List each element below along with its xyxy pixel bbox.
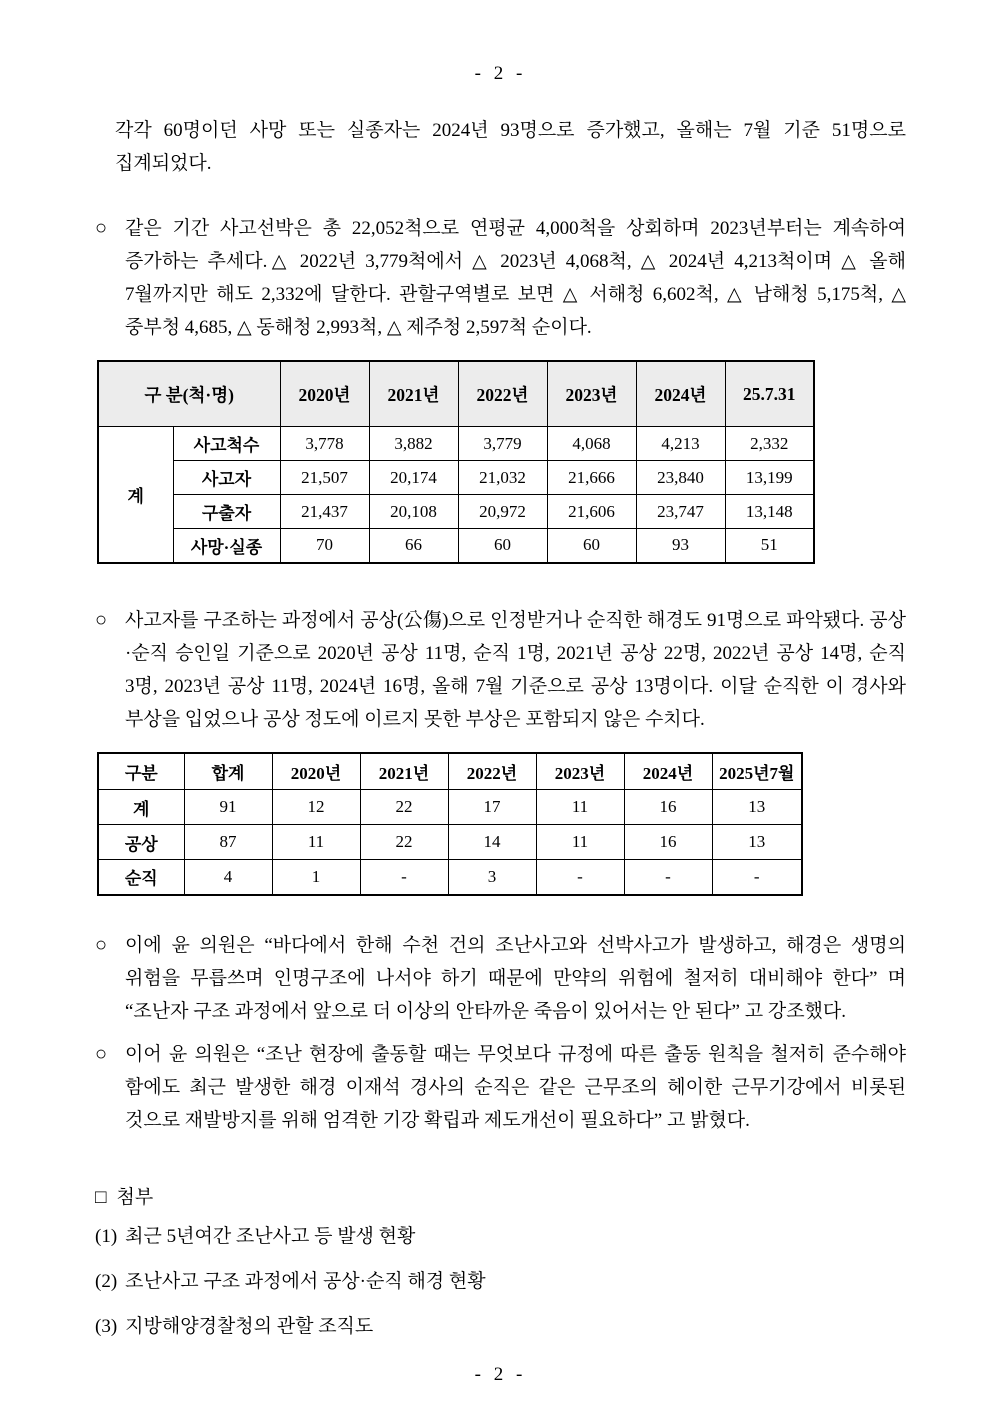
table-cell: 21,032 xyxy=(458,461,547,495)
table-row-dead-missing xyxy=(98,529,814,563)
attachment-item-1 xyxy=(95,1214,906,1259)
page-number-top: - 2 - xyxy=(474,63,527,84)
table-cell: 20,108 xyxy=(369,495,458,529)
row-label: 사고자 xyxy=(173,461,280,495)
table-cell: 14 xyxy=(448,825,536,860)
intro-paragraph: 각각 60명이던 사망 또는 실종자는 2024년 93명으로 증가했고, 올해는 7월 기준 51명으로 집계되었다. xyxy=(115,120,906,174)
header-cell-2021: 2021년 xyxy=(360,753,448,790)
table-cell: 60 xyxy=(547,529,636,563)
row-label: 구출자 xyxy=(173,495,280,529)
page-number-bottom: - 2 - xyxy=(474,1363,527,1385)
paragraph-text: 이에 윤 의원은 “바다에서 한해 수천 건의 조난사고와 선박사고가 발생하고, 해경은 생명의 위험을 무릅쓰며 인명구조에 나서야 하기 때문에 만약의 위험에 철저히 대비해야 한다” 며 “조난자 구조 과정에서 앞으로 더 이상의 안타까운 죽음이 있어서는 안 된다” 고 강조했다. xyxy=(125,934,906,1022)
header-cell-2025: 25.7.31 xyxy=(725,361,814,427)
table-cell: 16 xyxy=(624,790,712,825)
table-cell: 11 xyxy=(272,825,360,860)
attachment-item-2 xyxy=(95,1259,906,1304)
table-cell: 66 xyxy=(369,529,458,563)
table-cell: 60 xyxy=(458,529,547,563)
table-header-row xyxy=(98,361,814,427)
table-cell: 70 xyxy=(280,529,369,563)
circle-bullet-icon: ○ xyxy=(95,933,108,956)
table-cell: 16 xyxy=(624,825,712,860)
table-cell: - xyxy=(536,860,624,895)
table-cell: 3,778 xyxy=(280,427,369,461)
table-cell: 1 xyxy=(272,860,360,895)
table-cell: 21,606 xyxy=(547,495,636,529)
table-row-victims xyxy=(98,461,814,495)
table-cell: 4,213 xyxy=(636,427,725,461)
header-cell-2023: 2023년 xyxy=(536,753,624,790)
table-cell: 13,199 xyxy=(725,461,814,495)
table-header-row xyxy=(98,753,802,790)
table-cell: 87 xyxy=(184,825,272,860)
table-cell: 3,779 xyxy=(458,427,547,461)
attachment-number: (1) xyxy=(95,1225,118,1247)
table-cell: 13 xyxy=(712,790,802,825)
attachments-title-label: 첨부 xyxy=(116,1186,154,1208)
table-cell: 21,437 xyxy=(280,495,369,529)
paragraph-text: 사고자를 구조하는 과정에서 공상(公傷)으로 인정받거나 순직한 해경도 91명으로 파악됐다. 공상·순직 승인일 기준으로 2020년 공상 11명, 순직 1명, 2021년 공상 22명, 2022년 공상 14명, 순직 3명, 2023년 공상 11명, 2024년 16명, 올해 7월 기준으로 공상 13명이다. 이달 순직한 이 경사와 부상을 입었으나 공상 정도에 이르지 못한 부상은 포함되지 않은 수치다. xyxy=(125,609,906,730)
header-cell-2022: 2022년 xyxy=(458,361,547,427)
attachment-text: 최근 5년여간 조난사고 등 발생 현황 xyxy=(125,1225,416,1247)
table-cell: 3 xyxy=(448,860,536,895)
table-cell: 20,972 xyxy=(458,495,547,529)
table-cell: 4,068 xyxy=(547,427,636,461)
table-cell: 11 xyxy=(536,825,624,860)
accident-statistics-table xyxy=(97,360,815,564)
header-cell-category: 구분 xyxy=(98,753,184,790)
table-row-injured xyxy=(98,825,802,860)
table-cell: 2,332 xyxy=(725,427,814,461)
table-row-accident-count xyxy=(98,427,814,461)
row-label: 사고척수 xyxy=(173,427,280,461)
row-label: 계 xyxy=(98,790,184,825)
header-cell-2022: 2022년 xyxy=(448,753,536,790)
paragraph-quote-discipline xyxy=(95,1038,906,1137)
injury-death-table xyxy=(97,752,803,896)
paragraph-text: 같은 기간 사고선박은 총 22,052척으로 연평균 4,000척을 상회하며 2023년부터는 계속하여 증가하는 추세다.△ 2022년 3,779척에서 △ 2023년 4,068척, △ 2024년 4,213척이며 △ 올해 7월까지만 해도 2,332에 달한다. 관할구역별로 보면 △ 서해청 6,602척, △ 남해청 5,175척, △ 중부청 4,685, △ 동해청 2,993척, △ 제주청 2,597척 순이다. xyxy=(125,218,906,338)
header-cell-2020: 2020년 xyxy=(280,361,369,427)
table-cell: 3,882 xyxy=(369,427,458,461)
table-cell: 23,747 xyxy=(636,495,725,529)
table-cell: 4 xyxy=(184,860,272,895)
table-cell: 51 xyxy=(725,529,814,563)
header-cell-2023: 2023년 xyxy=(547,361,636,427)
table-cell: 13,148 xyxy=(725,495,814,529)
circle-bullet-icon: ○ xyxy=(95,608,108,631)
circle-bullet-icon: ○ xyxy=(95,217,108,239)
header-cell-2024: 2024년 xyxy=(624,753,712,790)
paragraph-text: 이어 윤 의원은 “조난 현장에 출동할 때는 무엇보다 규정에 따른 출동 원칙을 철저히 준수해야 함에도 최근 발생한 해경 이재석 경사의 순직은 같은 근무조의 헤이한 근무기강에서 비롯된 것으로 재발방지를 위해 엄격한 기강 확립과 제도개선이 필요하다” 고 밝혔다. xyxy=(125,1043,906,1131)
table-cell: 17 xyxy=(448,790,536,825)
table-row-rescued xyxy=(98,495,814,529)
table-cell: 13 xyxy=(712,825,802,860)
table-cell: 22 xyxy=(360,825,448,860)
header-cell-total: 합계 xyxy=(184,753,272,790)
table-cell: 11 xyxy=(536,790,624,825)
header-cell-2024: 2024년 xyxy=(636,361,725,427)
square-bullet-icon: □ xyxy=(95,1186,107,1208)
row-label: 순직 xyxy=(98,860,184,895)
table-cell: - xyxy=(712,860,802,895)
attachments-title xyxy=(95,1181,906,1214)
attachment-text: 지방해양경찰청의 관할 조직도 xyxy=(125,1315,374,1337)
table-cell: 12 xyxy=(272,790,360,825)
table-row-died-on-duty xyxy=(98,860,802,895)
header-cell-2021: 2021년 xyxy=(369,361,458,427)
header-cell-2025-july: 2025년7월 xyxy=(712,753,802,790)
table-cell: 93 xyxy=(636,529,725,563)
paragraph-quote-preparedness xyxy=(95,929,906,1028)
table-cell: 21,666 xyxy=(547,461,636,495)
header-cell-2020: 2020년 xyxy=(272,753,360,790)
table-cell: 20,174 xyxy=(369,461,458,495)
attachment-number: (2) xyxy=(95,1270,118,1292)
paragraph-ship-accidents xyxy=(95,212,906,344)
row-group-label: 계 xyxy=(98,427,173,563)
table-cell: - xyxy=(360,860,448,895)
table-cell: 91 xyxy=(184,790,272,825)
header-cell-category: 구 분(척·명) xyxy=(98,361,280,427)
table-cell: 23,840 xyxy=(636,461,725,495)
attachment-number: (3) xyxy=(95,1315,118,1337)
row-label: 사망·실종 xyxy=(173,529,280,563)
table-cell: 21,507 xyxy=(280,461,369,495)
table-cell: - xyxy=(624,860,712,895)
table-cell: 22 xyxy=(360,790,448,825)
row-label: 공상 xyxy=(98,825,184,860)
circle-bullet-icon: ○ xyxy=(95,1042,108,1065)
attachment-item-3 xyxy=(95,1304,906,1349)
table-row-total xyxy=(98,790,802,825)
attachment-text: 조난사고 구조 과정에서 공상·순직 해경 현황 xyxy=(125,1270,486,1292)
paragraph-injured-officers xyxy=(95,604,906,736)
